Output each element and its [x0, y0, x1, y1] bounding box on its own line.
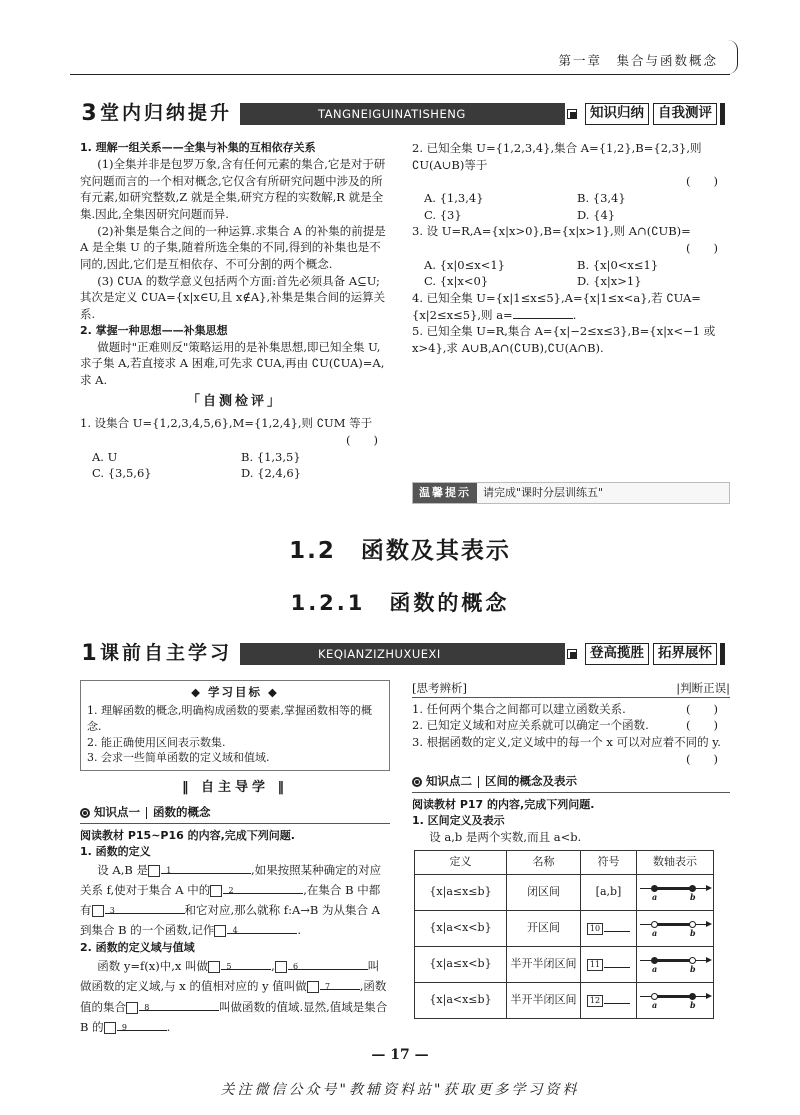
cell-definition: {x|a≤x<b}	[415, 946, 507, 982]
option: A. {1,3,4}	[424, 191, 484, 206]
option: D. {2,4,6}	[241, 466, 302, 481]
option: B. {x|0<x≤1}	[577, 257, 659, 272]
cell-name: 闭区间	[507, 874, 581, 910]
judge-item: 3. 根据函数的定义,定义域中的每一个 x 可以对应着不同的 y.	[412, 735, 721, 750]
blank-number: 4	[214, 925, 226, 937]
table-row	[415, 874, 714, 910]
number-line: a b	[640, 953, 710, 975]
cell-number-line	[637, 910, 714, 946]
kp-title: 区间的概念及表示	[485, 774, 577, 789]
cell-name: 半开半闭区间	[507, 982, 581, 1018]
answer-blank[interactable]	[117, 1019, 167, 1031]
paragraph: (1)全集并非是包罗万象,含有任何元素的集合,它是对于研究问题而言的一个相对概念,它仅含有所研究问题中涉及的所有元素,如研究整数,Z 就是全集,研究方程的实数解,R 就是全集.因此,全集因研究问题而异.	[80, 156, 386, 221]
answer-paren: ( )	[686, 751, 718, 766]
blank-number: 12	[587, 995, 603, 1007]
banner-title: 课前自主学习	[98, 640, 240, 668]
banner-number: 1	[81, 641, 97, 667]
number-line: a b	[640, 917, 710, 939]
goal-item: 2. 能正确使用区间表示数集.	[87, 735, 226, 749]
kp-label: 知识点二	[426, 774, 472, 789]
cell-definition: {x|a<x≤b}	[415, 982, 507, 1018]
banner-number: 3	[81, 101, 97, 127]
goals-title: ◆ 学习目标 ◆	[191, 685, 279, 699]
option: C. {x|x<0}	[424, 274, 489, 289]
goal-item: 1. 理解函数的概念,明确构成函数的要素,掌握函数相等的概念.	[87, 703, 372, 733]
option: A. {x|0≤x<1}	[424, 257, 505, 272]
knowledge-point-1	[80, 804, 390, 824]
banner-pinyin: KEQIANZIZHUXUEXI	[240, 643, 565, 665]
answer-blank[interactable]	[320, 978, 360, 990]
banner-tag-2: 自我测评	[653, 103, 717, 125]
answer-blank[interactable]	[227, 922, 297, 934]
column-header: 数轴表示	[637, 850, 714, 874]
cell-definition: {x|a<x<b}	[415, 910, 507, 946]
interval-table	[414, 850, 714, 1019]
cell-number-line	[637, 946, 714, 982]
table-header-row	[415, 850, 714, 874]
definition-paragraph: 设 A,B 是 1 ,如果按照某种确定的对应关系 f,使对于集合 A 中的 2 ,在集合 B 中都有 3 和它对应,那么就称 f:A→B 为从集合 A 到集合 B 的一个函数,记作 4 .	[80, 862, 382, 938]
thinking-right: |判断正误|	[676, 681, 730, 695]
answer-paren: ( )	[346, 433, 378, 448]
answer-blank[interactable]	[513, 307, 573, 319]
paragraph: 做题时"正难则反"策略运用的是补集思想,即已知全集 U,求子集 A,若直接求 A 困难,可先求 ∁UA,再由 ∁U(∁UA)=A,求 A.	[80, 339, 385, 387]
cell-name: 半开半闭区间	[507, 946, 581, 982]
blank-number: 1	[148, 865, 160, 877]
zizhu-title: ‖ 自主导学 ‖	[181, 780, 289, 796]
option: D. {x|x>1}	[577, 274, 642, 289]
blank-number: 7	[307, 981, 319, 993]
banner-top	[80, 100, 725, 128]
cell-symbol	[581, 946, 637, 982]
section-subtitle: 1.2.1 函数的概念	[290, 591, 510, 615]
blank-number: 11	[587, 959, 603, 971]
option: B. {1,3,5}	[241, 449, 301, 464]
footer-note: 关注微信公众号"教辅资料站"获取更多学习资料	[220, 1082, 580, 1098]
number-line: a b	[640, 989, 710, 1011]
banner-title: 堂内归纳提升	[98, 100, 240, 128]
read-instruction: 阅读教材 P15~P16 的内容,完成下列问题.	[80, 828, 295, 842]
banner-pinyin: TANGNEIGUINATISHENG	[240, 103, 565, 125]
option: B. {3,4}	[577, 191, 626, 206]
banner-endbar	[720, 643, 725, 665]
banner-tag-2: 拓界展怀	[653, 643, 717, 665]
banner-bottom	[80, 640, 725, 668]
cell-symbol	[581, 982, 637, 1018]
banner-tag-1: 知识归纳	[585, 103, 649, 125]
option: C. {3}	[424, 207, 462, 222]
blank-number: 10	[587, 923, 603, 935]
left-top-column	[80, 140, 390, 482]
table-row	[415, 946, 714, 982]
section-heading: 1. 区间定义及表示	[412, 813, 505, 827]
left-bottom-column	[80, 680, 390, 1037]
header-rule	[70, 74, 730, 75]
number-line: a b	[640, 881, 710, 903]
knowledge-point-2	[412, 773, 730, 793]
answer-paren: ( )	[686, 241, 718, 256]
cell-number-line	[637, 982, 714, 1018]
cell-symbol: [a,b]	[581, 874, 637, 910]
cell-symbol	[581, 910, 637, 946]
bullet-icon	[80, 808, 90, 818]
banner-tag-1: 登高揽胜	[585, 643, 649, 665]
tip-label: 温馨提示	[413, 483, 477, 503]
thinking-title: [思考辨析]	[412, 681, 467, 695]
answer-blank[interactable]	[604, 956, 630, 968]
answer-blank[interactable]	[221, 958, 271, 970]
option: C. {3,5,6}	[92, 466, 152, 481]
answer-blank[interactable]	[223, 882, 303, 894]
section-heading: 1. 理解一组关系——全集与补集的互相依存关系	[80, 141, 316, 154]
banner-square-icon	[567, 109, 577, 119]
question-3: 3. 设 U=R,A={x|x>0},B={x|x>1},则 A∩(∁UB)=	[412, 224, 691, 239]
section-heading: 2. 函数的定义域与值域	[80, 941, 195, 955]
page-number: — 17 —	[371, 1047, 429, 1063]
question-2: 2. 已知全集 U={1,2,3,4},集合 A={1,2},B={2,3},则 ∁U(A∪B)等于	[412, 141, 702, 172]
answer-blank[interactable]	[604, 920, 630, 932]
judge-item: 1. 任何两个集合之间都可以建立函数关系. ( )	[412, 701, 718, 716]
blank-number: 8	[126, 1002, 138, 1014]
column-header: 名称	[507, 850, 581, 874]
kp-title: 函数的概念	[153, 805, 211, 820]
paragraph: 设 a,b 是两个实数,而且 a<b.	[429, 829, 582, 844]
option: D. {4}	[577, 207, 616, 222]
cell-definition: {x|a≤x≤b}	[415, 874, 507, 910]
answer-blank[interactable]	[604, 992, 630, 1004]
banner-endbar	[720, 103, 725, 125]
right-top-column	[412, 140, 730, 357]
answer-blank[interactable]	[161, 862, 251, 874]
right-bottom-column	[412, 680, 730, 1019]
kp-label: 知识点一	[94, 805, 140, 820]
thinking-header	[412, 680, 730, 698]
judge-item: 2. 已知定义域和对应关系就可以确定一个函数. ( )	[412, 718, 718, 733]
answer-blank[interactable]	[139, 999, 219, 1011]
answer-blank[interactable]	[105, 902, 185, 914]
tip-box	[412, 482, 730, 504]
question-1-options	[80, 449, 390, 482]
banner-square-icon	[567, 649, 577, 659]
blank-number: 3	[92, 905, 104, 917]
column-header: 定义	[415, 850, 507, 874]
cell-name: 开区间	[507, 910, 581, 946]
blank-number: 6	[275, 961, 287, 973]
question-1: 1. 设集合 U={1,2,3,4,5,6},M={1,2,4},则 ∁UM 等于	[80, 416, 373, 431]
blank-number: 2	[210, 885, 222, 897]
section-heading: 1. 函数的定义	[80, 844, 151, 858]
question-3-options	[412, 257, 730, 290]
table-row	[415, 910, 714, 946]
question-2-options	[412, 190, 730, 223]
running-header: 第一章 集合与函数概念	[558, 53, 718, 68]
goal-item: 3. 会求一些简单函数的定义域和值域.	[87, 751, 270, 765]
read-instruction: 阅读教材 P17 的内容,完成下列问题.	[412, 798, 595, 812]
answer-paren: ( )	[686, 174, 718, 189]
question-5: 5. 已知全集 U=R,集合 A={x|−2≤x≤3},B={x|x<−1 或 x>4},求 A∪B,A∩(∁UB),∁U(A∩B).	[412, 324, 716, 356]
learning-goals	[80, 680, 390, 771]
blank-number: 9	[104, 1022, 116, 1034]
table-row	[415, 982, 714, 1018]
domain-paragraph: 函数 y=f(x)中,x 叫做 5 , 6 叫做函数的定义域,与 x 的值相对应的 y 值叫做 7 ,函数值的集合 8 叫做函数的值域.显然,值域是集合 B 的 9 .	[80, 959, 388, 1034]
zice-title: 「自测检评」	[186, 393, 283, 409]
column-header: 符号	[581, 850, 637, 874]
section-title: 1.2 函数及其表示	[289, 538, 511, 564]
answer-blank[interactable]	[288, 958, 368, 970]
section-heading: 2. 掌握一种思想——补集思想	[80, 323, 228, 337]
option: A. U	[92, 449, 118, 464]
paragraph: (2)补集是集合之间的一种运算.求集合 A 的补集的前提是 A 是全集 U 的子集,随着所选全集的不同,得到的补集也是不同的,因此,它们是互相依存、不可分割的两个概念.	[80, 223, 386, 271]
tip-text: 请完成"课时分层训练五"	[483, 486, 604, 500]
question-4: 4. 已知全集 U={x|1≤x≤5},A={x|1≤x<a},若 ∁UA={x|2≤x≤5},则 a= .	[412, 291, 701, 322]
paragraph: (3) ∁UA 的数学意义包括两个方面:首先必须具备 A⊆U;其次是定义 ∁UA={x|x∈U,且 x∉A},补集是集合间的运算关系.	[80, 273, 386, 321]
cell-number-line	[637, 874, 714, 910]
bullet-icon	[412, 777, 422, 787]
blank-number: 5	[208, 961, 220, 973]
header-curve	[728, 40, 738, 74]
